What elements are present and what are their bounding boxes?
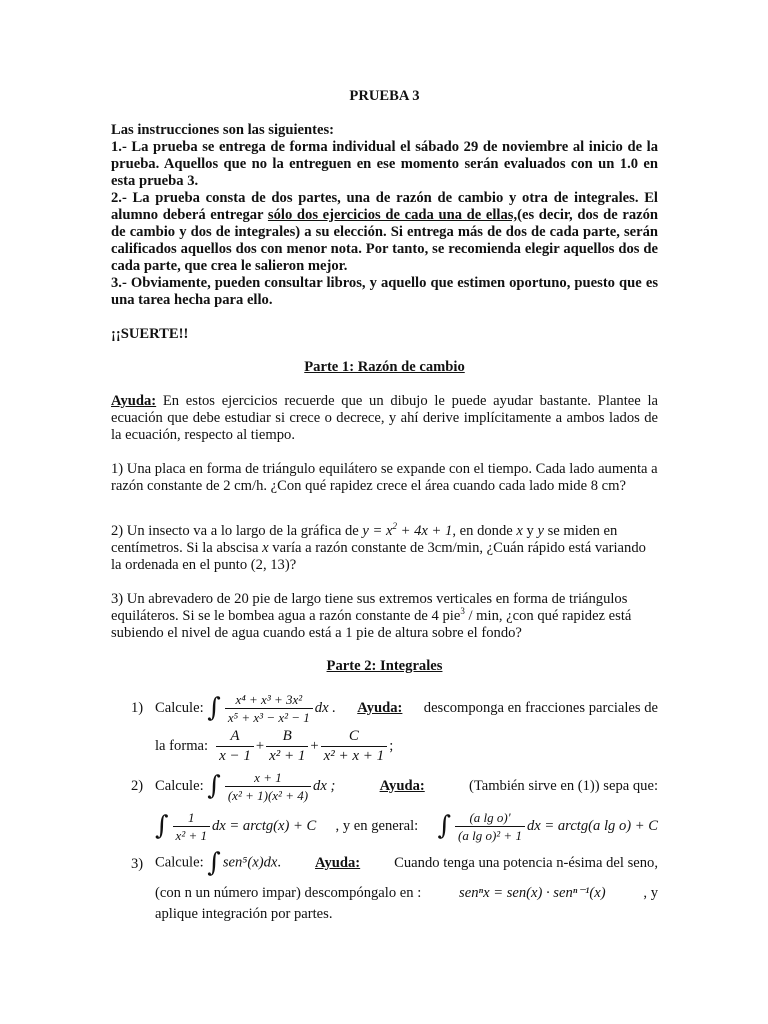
instructions-heading: Las instrucciones son las siguientes: xyxy=(111,122,334,138)
equation: $y = x^2 + 4x + 1$ xyxy=(362,521,453,539)
fraction: $\frac{1}{\text{x² + 1}}$ xyxy=(173,810,210,843)
fraction: $\frac{C}{\text{x² + x + 1}}$ xyxy=(321,728,388,765)
item-number: 3) xyxy=(131,856,144,872)
integral-sign: ∫ xyxy=(155,811,169,841)
exercise-2: 2) Un insecto va a lo largo de la gráfica de $y = x^2 + 4x + 1$, en donde x y y se miden en centímetros. Si la abscisa x varía a razón constante de 3cm/min, ¿Cuán rápido está variando la ordenada en el punto (2, 13)? xyxy=(111,521,646,573)
help-label: Ayuda: xyxy=(379,777,425,794)
exercise-3: 3) Un abrevadero de 20 pie de largo tiene sus extremos verticales en forma de triángulos equiláteros. Si se le bombea agua a razón constante de 4 pie$^3$ / min, ¿con qué rapidez está subiendo el nivel de agua cuando está a 1 pie de altura sobre el fondo? xyxy=(111,591,632,641)
item-number: 1) xyxy=(131,700,144,716)
integral-sign: ∫ xyxy=(207,848,221,878)
instruction-1: 1.- La prueba se entrega de forma individual el sábado 29 de noviembre al inicio de la prueba. Aquellos que no la entreguen en ese momento serán evaluados con un 1.0 en esta prueba 3. xyxy=(111,139,658,189)
fraction: $\frac{x + 1}{\text{(x² + 1)(x² + 4)}}$ xyxy=(225,770,311,803)
fraction: $\frac{\text{(a lg o)'}}{\text{(a lg o)² + 1}}$ xyxy=(455,810,525,843)
good-luck: ¡¡SUERTE!! xyxy=(111,326,189,342)
help-label: Ayuda: xyxy=(315,854,361,871)
instructions-section xyxy=(111,122,658,309)
help-label: Ayuda: xyxy=(357,699,403,716)
instruction-3: 3.- Obviamente, pueden consultar libros, y aquello que estimen oportuno, puesto que es una tarea hecha para ello. xyxy=(111,275,658,308)
fraction: $\frac{\text{x⁴ + x³ + 3x²}}{\text{x⁵ + x³ − x² − 1}}$ xyxy=(225,692,313,725)
part2-title: Parte 2: Integrales xyxy=(326,658,443,674)
help-label: Ayuda: xyxy=(111,393,157,409)
fraction: $\frac{A}{x - 1}$ xyxy=(216,728,254,765)
instruction-2: 2.- La prueba consta de dos partes, una de razón de cambio y otra de integrales. El alumno deberá entregar sólo dos ejercicios de cada una de ellas,(es decir, dos de razón de cambio y dos de integrales) a su elección. Si entrega más de dos de cada parte, serán calificados aquellos dos con menor nota. Por tanto, se recomienda elegir aquellos dos de cada parte, que crea le salieron mejor. xyxy=(111,190,659,274)
exercise-1: 1) Una placa en forma de triángulo equilátero se expande con el tiempo. Cada lado aumenta a razón constante de 2 cm/h. ¿Con qué rapidez crece el área cuando cada lado mide 8 cm? xyxy=(111,461,658,494)
instruction-line: aplique integración por partes. xyxy=(155,906,333,922)
part1-help: Ayuda: En estos ejercicios recuerde que un dibujo le puede ayudar bastante. Plantee la ecuación que debe estudiar si crece o decrece, y ahí derive implícitamente a ambos lados de la ecuación, respecto al tiempo. xyxy=(111,393,658,443)
part1-title: Parte 1: Razón de cambio xyxy=(304,359,465,375)
document-title: PRUEBA 3 xyxy=(349,88,420,104)
item-number: 2) xyxy=(131,778,144,794)
integral-sign: ∫ xyxy=(207,693,221,723)
integral-identities: ∫ $\frac{1}{\text{x² + 1}}$ dx = arctg(x) + C , y en general: ∫ $\frac{\text{(a lg o)'}}{\text{(a lg o)² + 1}}$ dx = arctg(a lg o) + C xyxy=(155,809,658,843)
fraction: $\frac{B}{\text{x² + 1}}$ xyxy=(266,728,308,765)
integral-sign: ∫ xyxy=(207,771,221,801)
document-page: PRUEBA 3 Las instrucciones son las siguientes: 1.- La prueba se entrega de forma individual el sábado 29 de noviembre al inicio de la prueba. Aquellos que no la entreguen en ese momento serán evaluados con un 1.0 en esta prueba 3. 2.- La prueba consta de dos partes, una de razón de cambio y otra de integrales. El alumno deberá entregar sólo dos ejercicios de cada una de ellas,(es decir, dos de razón de cambio y dos de integrales) a su elección. Si entrega más de dos de cada parte, serán calificados aquellos dos con menor nota. Por tanto, se recomienda elegir aquellos dos de cada parte, que crea le salieron mejor. 3.- Obviamente, pueden consultar libros, y aquello que estimen oportuno, puesto que es una tarea hecha para ello. ¡¡SUERTE!! Parte 1: Razón de cambio Ayuda: En estos ejercicios recuerde que un dibujo le puede ayudar bastante. Plantee la ecuación que debe estudiar si crece o decrece, y ahí derive implícitamente a ambos lados de la ecuación, respecto al tiempo. 1) Una placa en forma de triángulo equilátero se expande con el tiempo. Cada lado aumenta a razón constante de 2 cm/h. ¿Con qué rapidez crece el área cuando cada lado mide 8 cm? 2) Un insecto va a lo largo de la gráfica de $y = x^2 + 4x + 1$, en donde x y y se miden en centímetros. Si la abscisa x varía a razón constante de 3cm/min, ¿Cuán rápido está variando la ordenada en el punto (2, 13)? 3) Un abrevadero de 20 pie de largo tiene sus extremos verticales en forma de triángulos equiláteros. Si se le bombea agua a razón constante de 4 pie$^3$ / min, ¿con qué rapidez está subiendo el nivel de agua cuando está a 1 pie de altura sobre el fondo? Parte 2: Integrales 1) Calcule: ∫ $\frac{\text{x⁴ + x³ + 3x²}}{\text{x⁵ + x³ − x² − 1}}$ dx . Ayuda: descomponga en fracciones parciales de la forma: $\frac{A}{x - 1}$ + $\frac{B}{\text{x² + 1}}$ + $\frac{C}{\text{x² + x + 1}}$ ; 2) Calcule: ∫ $\frac{x + 1}{\text{(x² + 1)(x² + 4)}}$ dx ; Ayuda: (También sirve en (1)) sepa que: ∫ $\frac{1}{\text{x² + 1}}$ dx = arctg(x) + C , y en general: ∫ $\frac{\text{(a lg o)'}}{\text{(a lg o)² + 1}}$ dx = arctg(a lg o) + C 3) Calcule: ∫ sen⁵(x)dx. Ayuda: Cuando tenga una potencia n-ésima del seno, (con n un número impar) descompóngalo en : senⁿx = sen(x) · senⁿ⁻¹(x) , y aplique integración por partes. xyxy=(111,88,659,922)
underlined-emphasis: sólo dos ejercicios de cada una de ellas, xyxy=(267,207,518,223)
integral-sign: ∫ xyxy=(437,811,452,841)
